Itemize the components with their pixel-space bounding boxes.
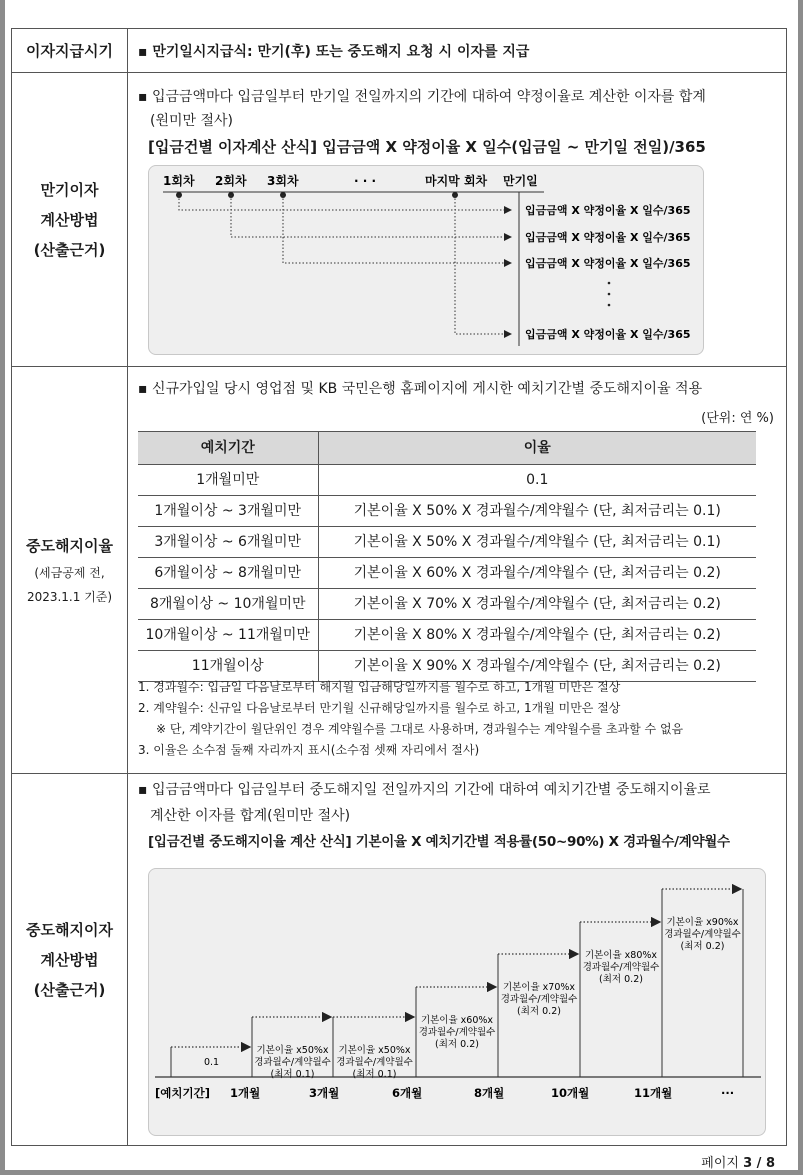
row-interest-payment [12,29,787,73]
step-diagram [148,868,766,1136]
axis-tick-label: 3개월 [309,1086,340,1100]
period-cell: 11개월이상 [138,651,318,682]
table-row [138,527,756,558]
arrow-1 [179,195,511,210]
step-label: 기본이율 x80%x [584,950,658,961]
axis-tick-label: 10개월 [551,1086,590,1100]
step-label: (최저 0.2) [517,1006,561,1017]
maturity-interest-content [128,73,787,367]
step-label: 경과월수/계약월수 [500,994,578,1005]
early-termination-content [128,367,787,774]
label-early-termination-rate [12,367,128,774]
th-period: 예치기간 [138,432,318,465]
step-label: 기본이율 x50%x [338,1045,411,1056]
early-interest-formula: [입금건별 중도해지이율 계산 산식] 기본이율 X 예치기간별 적용률(50~90%) X 경과월수/계약월수 [148,834,730,850]
step-label: 기본이율 x90%x [666,917,739,928]
rate-table-header [138,432,756,465]
axis-tick-label: 1개월 [230,1086,261,1100]
step-label: 0.1 [203,1057,220,1068]
period-cell: 1개월미만 [138,465,318,496]
step-label: (최저 0.1) [270,1069,315,1080]
maturity-line1: ▪ 입금금액마다 입금일부터 만기일 전일까지의 기간에 대하여 약정이율로 계산한 이자를 합계 [138,89,706,105]
early-interest-line1: ▪ 입금금액마다 입금일부터 중도해지일 전일까지의 기간에 대하여 예치기간별 중도해지이율로 [138,782,711,798]
rate-cell: 기본이율 X 50% X 경과월수/계약월수 (단, 최저금리는 0.1) [318,496,756,527]
maturity-diagram-svg [149,166,705,356]
rate-cell: 0.1 [318,465,756,496]
interest-payment-text: ▪ 만기일시지급식: 만기(후) 또는 중도해지 요청 시 이자를 지급 [128,29,787,73]
product-terms-table [11,28,787,1146]
rate-cell: 기본이율 X 70% X 경과월수/계약월수 (단, 최저금리는 0.2) [318,589,756,620]
step-diagram-svg [149,869,767,1137]
rate-cell: 기본이율 X 80% X 경과월수/계약월수 (단, 최저금리는 0.2) [318,620,756,651]
table-row [138,465,756,496]
maturity-formula: [입금건별 이자계산 산식] 입금금액 X 약정이율 X 일수(입금일 ~ 만기일 전일)/365 [148,138,706,156]
step-label: 경과월수/계약월수 [582,962,660,973]
step-label: 경과월수/계약월수 [664,929,741,940]
step-label: (최저 0.2) [599,974,643,985]
row-maturity-interest [12,73,787,367]
label-line: 중도해지이자 [26,920,113,939]
step-label: (최저 0.1) [352,1069,397,1080]
result-last: 입금금액 X 약정이율 X 일수/365 [525,328,691,341]
axis-tick-label: ··· [721,1086,735,1100]
maturity-diagram [148,165,704,355]
step-label: 기본이율 x70%x [502,982,576,993]
early-rate-table [138,431,756,682]
label-line: 계산방법 [40,950,99,969]
period-cell: 10개월이상 ~ 11개월미만 [138,620,318,651]
page-number: 3 / 8 [743,1156,775,1171]
note-1: 1. 경과월수: 입금일 다음날로부터 해지월 입금해당일까지를 월수로 하고, 1개월 미만은 절상 [138,680,621,694]
step-label: 기본이율 x50%x [256,1045,329,1056]
step-label: (최저 0.2) [435,1039,479,1050]
note-2: 2. 계약월수: 신규일 다음날로부터 만기월 신규해당일까지를 월수로 하고, 1개월 미만은 절상 [138,701,621,715]
table-row [138,496,756,527]
label-maturity-interest [12,73,128,367]
early-rate-line1: ▪ 신규가입일 당시 영업점 및 KB 국민은행 홈페이지에 게시한 예치기간별 중도해지이율 적용 [138,381,703,397]
note-2b: ※ 단, 계약기간이 월단위인 경우 계약월수를 그대로 사용하며, 경과월수는 계약월수를 초과할 수 없음 [156,722,684,736]
rate-cell: 기본이율 X 50% X 경과월수/계약월수 (단, 최저금리는 0.1) [318,527,756,558]
label-line: 계산방법 [40,210,99,229]
table-row [138,620,756,651]
label-line: 만기이자 [40,180,99,199]
period-cell: 6개월이상 ~ 8개월미만 [138,558,318,589]
maturity-line2: (원미만 절사) [150,113,233,129]
axis-tick-label: [예치기간] [155,1086,210,1100]
header-1: 1회차 [163,174,195,188]
footer-prefix: 페이지 [701,1156,739,1171]
step-label: (최저 0.2) [680,941,725,952]
note-3: 3. 이율은 소수점 둘째 자리까지 표시(소수점 셋째 자리에서 절사) [138,743,480,757]
step-label: 기본이율 x60%x [420,1015,494,1026]
page-footer [701,1152,775,1171]
period-cell: 8개월이상 ~ 10개월미만 [138,589,318,620]
label-sub: 2023.1.1 기준) [26,590,113,604]
label-line: (산출근거) [33,980,106,999]
arrow-last [455,195,511,334]
result-1: 입금금액 X 약정이율 X 일수/365 [525,204,691,217]
rate-cell: 기본이율 X 90% X 경과월수/계약월수 (단, 최저금리는 0.2) [318,651,756,682]
rate-notes [138,677,683,761]
header-end: 만기일 [503,174,538,188]
row-early-termination-rate [12,367,787,774]
period-cell: 3개월이상 ~ 6개월미만 [138,527,318,558]
period-cell: 1개월이상 ~ 3개월미만 [138,496,318,527]
arrow-3 [283,195,511,263]
axis-tick-label: 6개월 [392,1086,423,1100]
result-2: 입금금액 X 약정이율 X 일수/365 [525,231,691,244]
label-sub: (세금공제 전, [34,566,105,580]
unit-label: (단위: 연 %) [701,411,774,426]
header-3: 3회차 [267,174,299,188]
vdot [608,304,611,307]
label-line: (산출근거) [33,240,106,259]
rate-cell: 기본이율 X 60% X 경과월수/계약월수 (단, 최저금리는 0.2) [318,558,756,589]
vdot [608,293,611,296]
early-interest-content [128,774,787,1146]
arrow-2 [231,195,511,237]
step-label: 경과월수/계약월수 [418,1027,496,1038]
th-rate: 이율 [318,432,756,465]
table-row [138,589,756,620]
table-row [138,558,756,589]
label-interest-payment: 이자지급시기 [12,29,128,73]
label-early-termination-interest [12,774,128,1146]
step-label: 경과월수/계약월수 [336,1057,413,1068]
axis-tick-label: 11개월 [634,1086,673,1100]
vdot [608,282,611,285]
header-last: 마지막 회차 [425,174,488,188]
header-dots: · · · [354,174,377,188]
header-2: 2회차 [215,174,247,188]
early-interest-line2: 계산한 이자를 합계(원미만 절사) [150,808,351,824]
result-3: 입금금액 X 약정이율 X 일수/365 [525,257,691,270]
label-line: 중도해지이율 [26,537,113,555]
row-early-termination-interest [12,774,787,1146]
step-label: 경과월수/계약월수 [254,1057,331,1068]
axis-tick-label: 8개월 [474,1086,505,1100]
